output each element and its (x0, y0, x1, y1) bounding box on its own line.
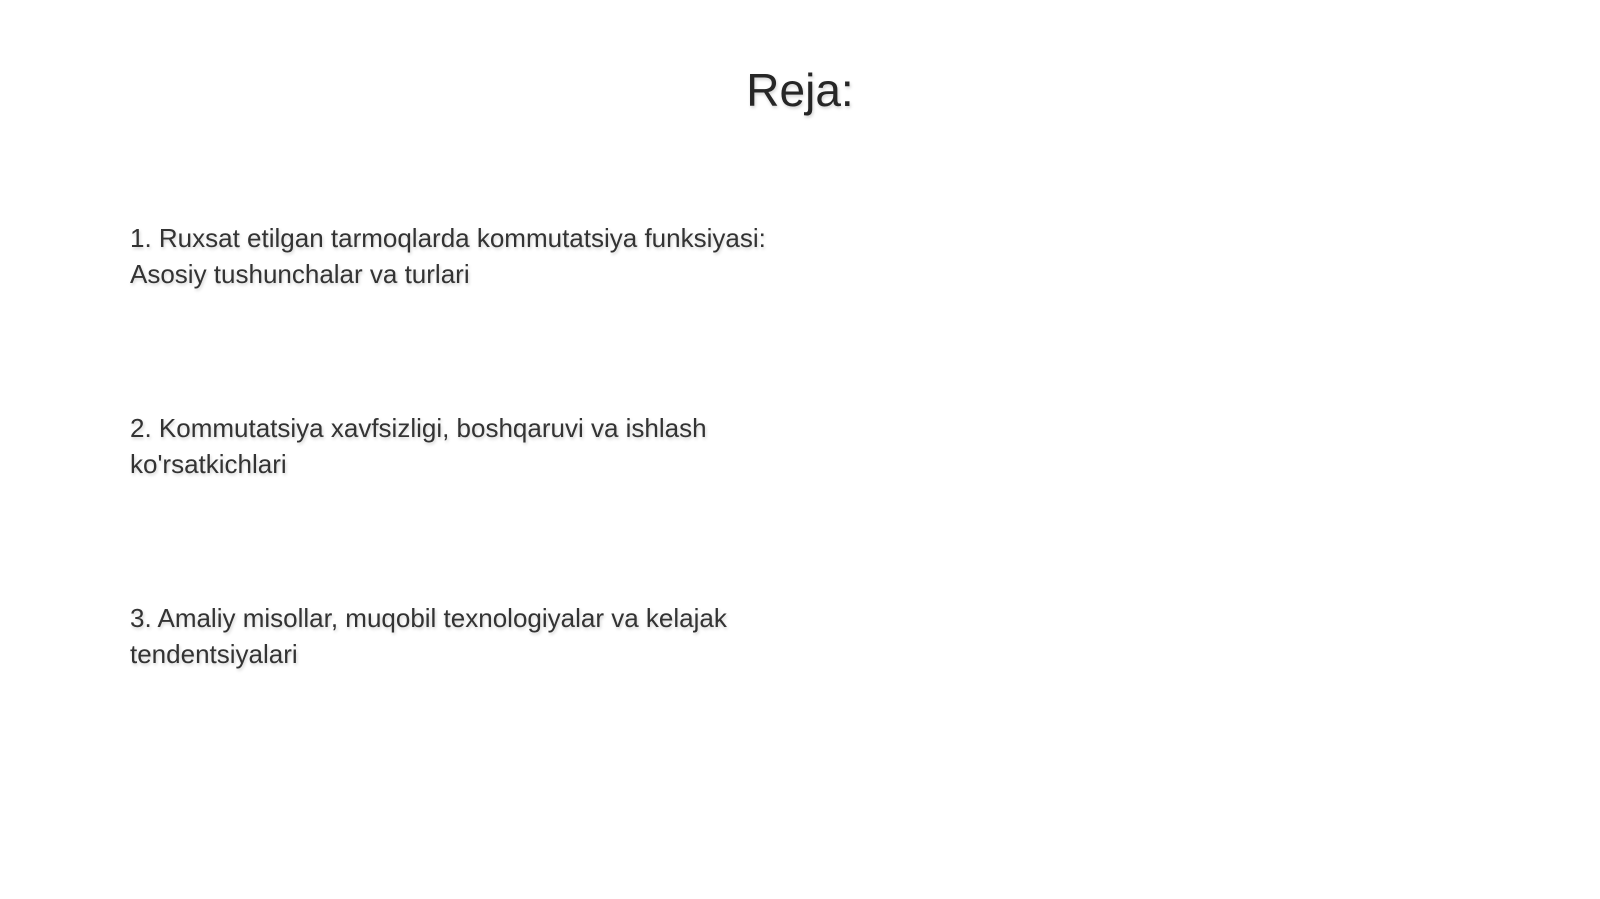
plan-item-1 (130, 220, 830, 292)
plan-item-1-line-2: Asosiy tushunchalar va turlari (130, 259, 470, 289)
plan-item-3 (130, 600, 830, 672)
plan-item-3-line-1: 3. Amaliy misollar, muqobil texnologiyalar va kelajak (130, 603, 727, 633)
plan-item-1-line-1: 1. Ruxsat etilgan tarmoqlarda kommutatsiya funksiyasi: (130, 223, 766, 253)
plan-item-2-line-1: 2. Kommutatsiya xavfsizligi, boshqaruvi va ishlash (130, 413, 707, 443)
plan-item-2-line-2: ko'rsatkichlari (130, 449, 287, 479)
slide-title: Reja: (746, 64, 854, 116)
plan-item-2 (130, 410, 830, 482)
plan-item-3-line-2: tendentsiyalari (130, 639, 298, 669)
